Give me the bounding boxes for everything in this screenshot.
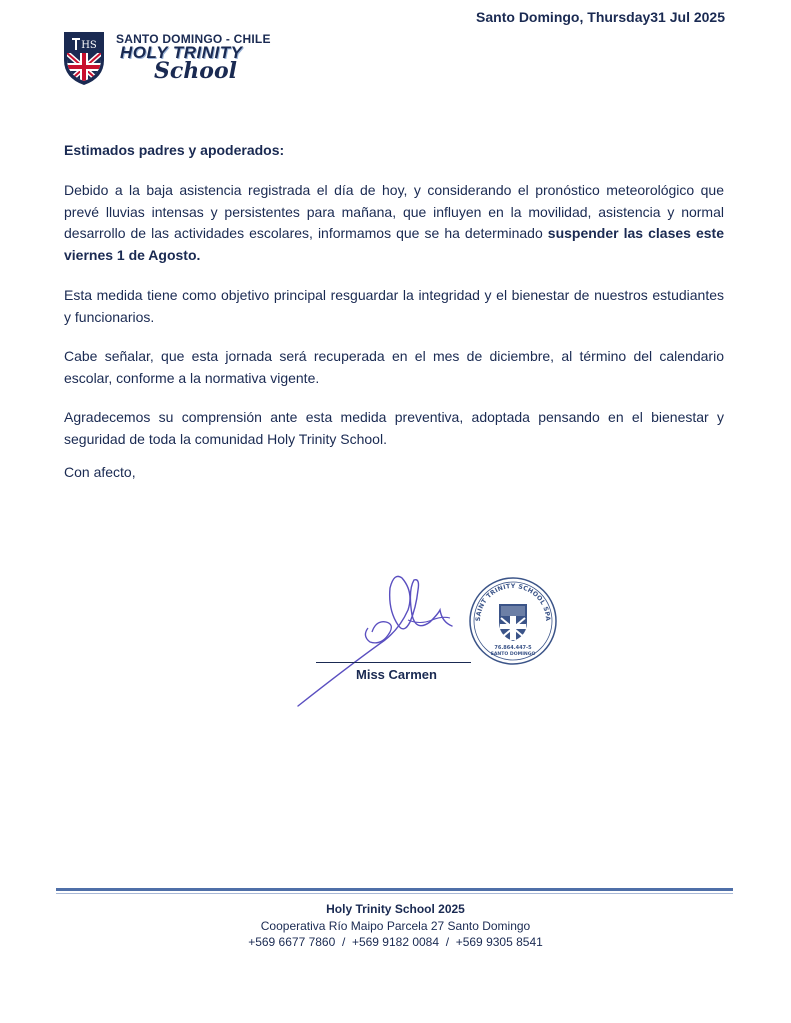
footer-org: Holy Trinity School 2025 xyxy=(326,902,465,916)
footer-phones: +569 6677 7860 / +569 9182 0084 / +569 9305 8541 xyxy=(248,935,543,949)
seal-arc-text: SAINT TRINITY SCHOOL SPA xyxy=(474,582,552,622)
footer-address: Cooperativa Río Maipo Parcela 27 Santo Domingo xyxy=(260,919,531,933)
letter-date: Santo Domingo, Thursday31 Jul 2025 xyxy=(476,9,725,25)
footer-rule-thin xyxy=(56,893,733,894)
footer-rule xyxy=(56,888,733,891)
handwritten-signature xyxy=(290,570,470,710)
school-logo xyxy=(62,30,282,92)
school-crest-icon xyxy=(62,30,106,86)
seal-city: SANTO DOMINGO xyxy=(490,652,536,657)
closing: Con afecto, xyxy=(64,464,136,480)
paragraph-3: Cabe señalar, que esta jornada será recuperada en el mes de diciembre, al término del calendario escolar, conforme a la normativa vigente. xyxy=(64,348,724,386)
school-seal-icon xyxy=(468,576,558,666)
paragraph-1-text: Debido a la baja asistencia registrada el día de hoy, y considerando el pronóstico meteorológico que prevé lluvias intensas y persistentes para mañana, que influyen en la movilidad, asistencia y normal desarrollo de las actividades escolares, informamos que se ha determinado xyxy=(64,182,724,241)
crest-letters: HS xyxy=(81,40,97,51)
paragraph-1-bold: suspender las clases este viernes 1 de Agosto. xyxy=(64,225,724,263)
logo-location: SANTO DOMINGO - CHILE xyxy=(116,32,271,46)
signature-line xyxy=(316,662,471,663)
paragraph-1 xyxy=(64,180,724,266)
greeting: Estimados padres y apoderados: xyxy=(64,142,285,158)
paragraph-2: Esta medida tiene como objetivo principal resguardar la integridad y el bienestar de nuestros estudiantes y funcionarios. xyxy=(64,287,724,325)
logo-script: School xyxy=(154,58,237,84)
paragraph-4: Agradecemos su comprensión ante esta medida preventiva, adoptada pensando en el bienestar y seguridad de toda la comunidad Holy Trinity School. xyxy=(64,409,724,447)
signer-name: Miss Carmen xyxy=(356,667,437,682)
seal-rut: 76.864.447-5 xyxy=(494,645,532,651)
logo-name: HOLY TRINITY xyxy=(120,43,243,62)
